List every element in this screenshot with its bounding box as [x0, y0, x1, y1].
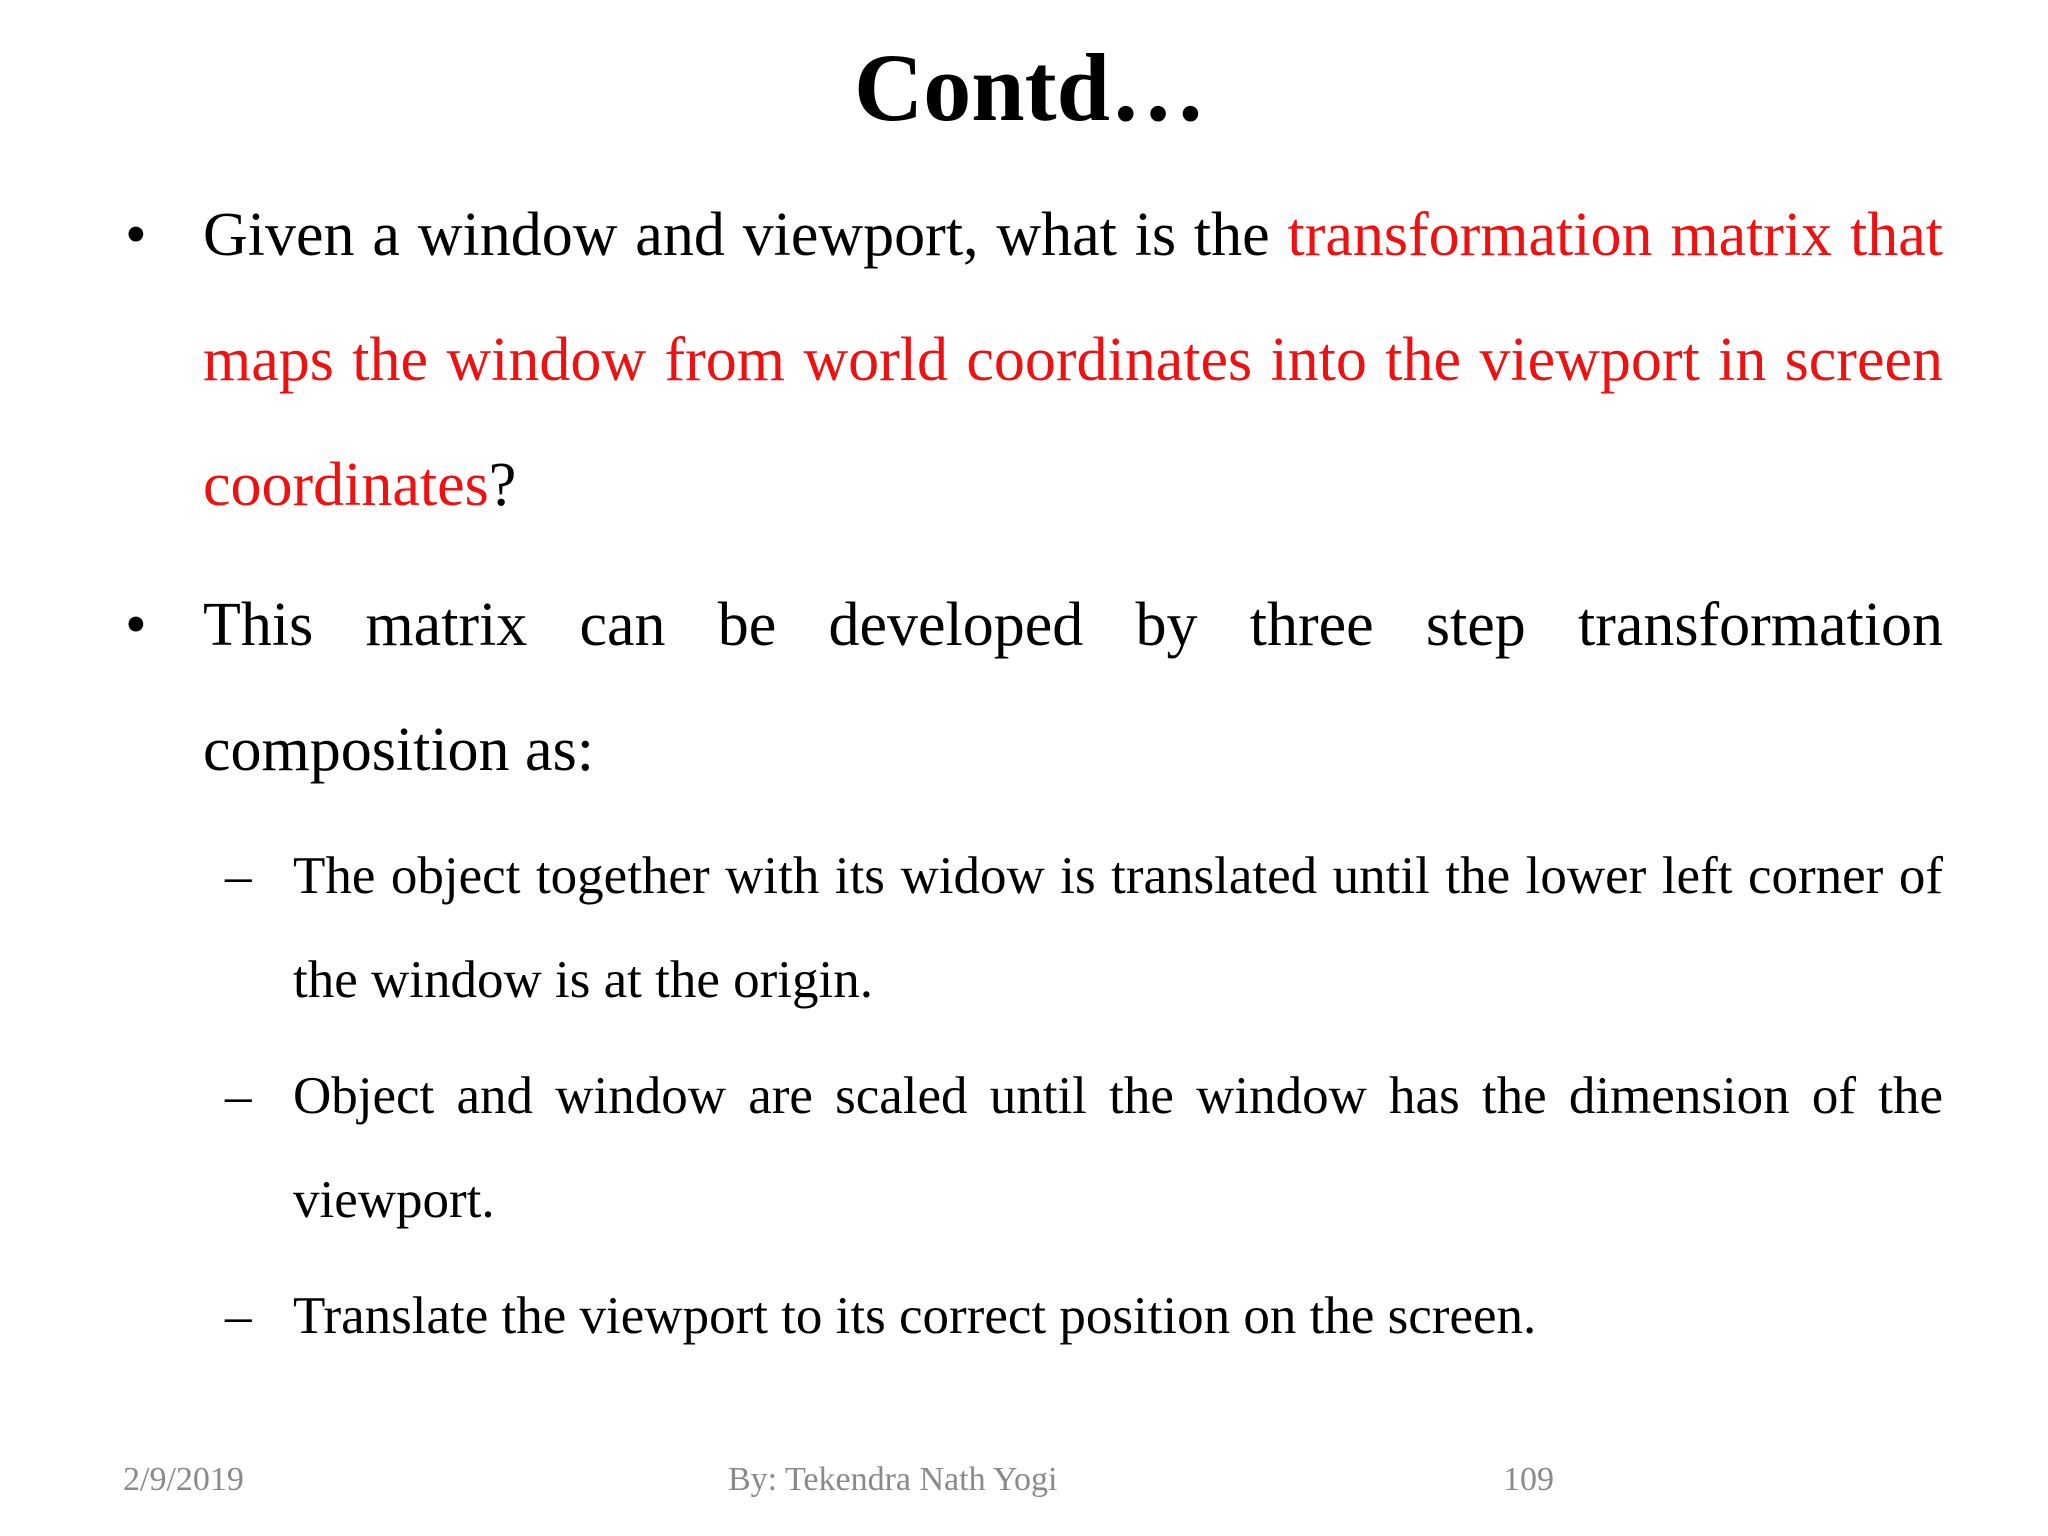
bullet-1-highlight-text: transformation matrix that maps the window from world coordinates into the viewport in screen coordinates [203, 201, 1943, 519]
sub-item-1 [225, 824, 1943, 1032]
bullet-marker: • [125, 201, 147, 269]
sub-item-1-text: The object together with its widow is translated until the lower left corner of the window is at the origin. [293, 847, 1943, 1009]
footer-date: 2/9/2019 [123, 1461, 244, 1498]
dash-marker: – [225, 1067, 252, 1125]
bullet-1-text-end: ? [488, 451, 517, 519]
sub-item-3 [225, 1264, 1943, 1368]
bullet-marker: • [125, 591, 147, 659]
bullet-item-2 [125, 563, 1943, 813]
sub-item-2 [225, 1044, 1943, 1252]
bullet-1-text-start: Given a window and viewport, what is the [203, 201, 1288, 269]
bullet-2-text: This matrix can be developed by three step transformation composition as: [203, 591, 1943, 784]
slide-title: Contd… [853, 34, 1207, 141]
bullet-item-1 [125, 173, 1943, 548]
dash-marker: – [225, 1287, 252, 1345]
footer-page-number: 109 [1503, 1461, 1554, 1498]
sub-item-2-text: Object and window are scaled until the window has the dimension of the viewport. [293, 1067, 1943, 1229]
sub-item-3-text: Translate the viewport to its correct position on the screen. [293, 1287, 1537, 1345]
footer-author: By: Tekendra Nath Yogi [728, 1461, 1058, 1498]
dash-marker: – [225, 847, 252, 905]
